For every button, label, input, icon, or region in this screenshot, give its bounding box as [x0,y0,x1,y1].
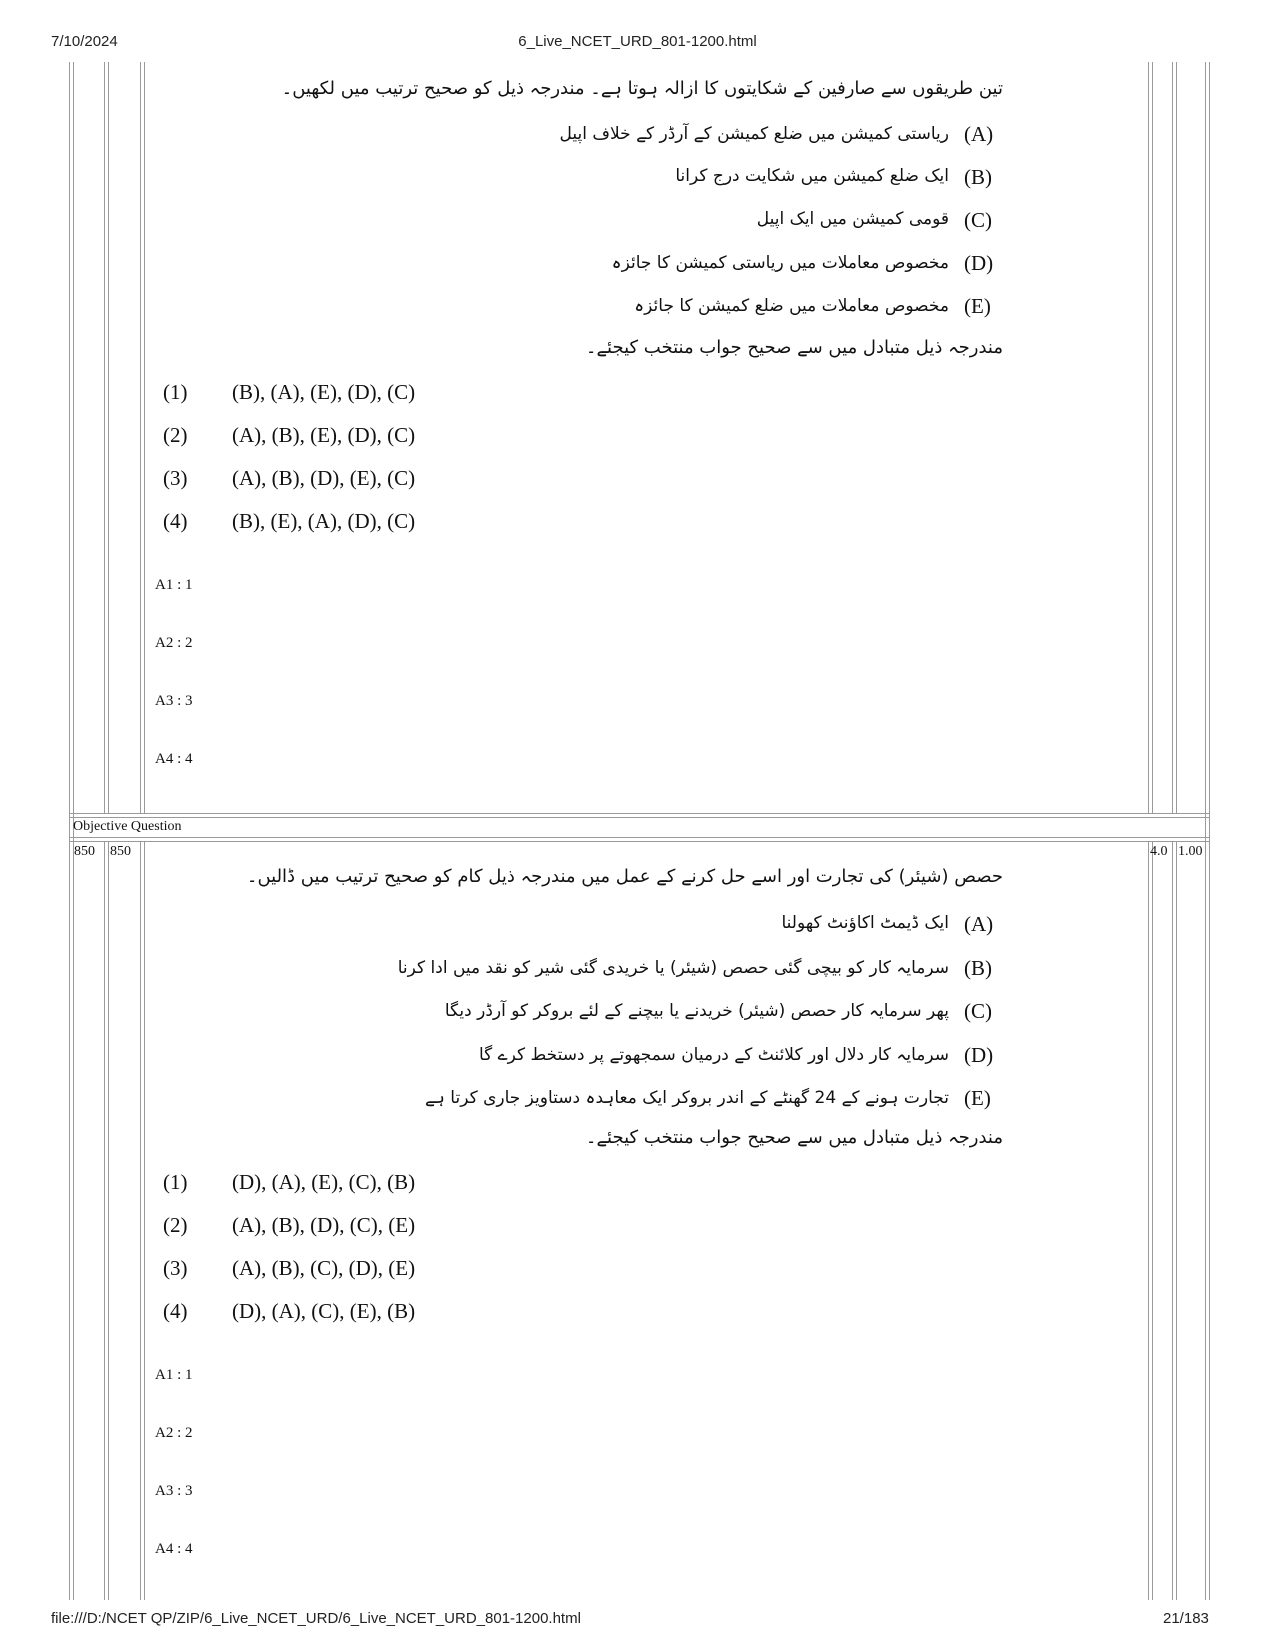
col-divider [140,842,141,1600]
row-divider [69,837,1210,838]
option-text: (A), (B), (D), (C), (E) [232,1213,416,1237]
col-divider [1148,62,1149,814]
col-divider [144,62,145,814]
col-divider [1176,842,1177,1600]
statement-label: (D) [964,1043,994,1067]
print-title: 6_Live_NCET_URD_801-1200.html [518,33,757,50]
print-date: 7/10/2024 [51,33,118,50]
statement-label: (D) [964,251,994,275]
option-number: (2) [163,423,188,447]
question-prompt: تین طریقوں سے صارفین کے شکایتوں کا ازالہ ہوتا ہے۔ مندرجہ ذیل کو صحیح ترتیب میں لکھیں۔ [281,78,1003,99]
option-text: (B), (E), (A), (D), (C) [232,509,416,533]
statement-text: تجارت ہونے کے 24 گھنٹے کے اندر بروکر ایک معاہدہ دستاویز جاری کرتا ہے [424,1088,949,1108]
option-text: (A), (B), (E), (D), (C) [232,423,416,447]
row-divider [69,841,1210,842]
question-instruction: مندرجہ ذیل متبادل میں سے صحیح جواب منتخب کیجئے۔ [585,337,1003,358]
question-marks: 4.0 [1150,844,1168,859]
col-divider [1148,842,1149,1600]
question-prompt: حصص (شیئر) کی تجارت اور اسے حل کرنے کے عمل میں مندرجہ ذیل کام کو صحیح ترتیب میں ڈالیں۔ [246,866,1003,887]
statement-text: سرمایہ کار دلال اور کلائنٹ کے درمیان سمجھوتے پر دستخط کرے گا [478,1045,949,1065]
option-text: (A), (B), (C), (D), (E) [232,1256,416,1280]
page-number: 21/183 [1163,1610,1209,1627]
statement-text: مخصوص معاملات میں ریاستی کمیشن کا جائزہ [611,253,949,273]
answer-key: A4 : 4 [155,1541,193,1557]
col-divider [108,842,109,1600]
option-text: (D), (A), (E), (C), (B) [232,1170,416,1194]
option-number: (1) [163,380,188,404]
option-text: (A), (B), (D), (E), (C) [232,466,416,490]
answer-key: A4 : 4 [155,751,193,767]
col-divider [1152,842,1153,1600]
table-border-right-outer [1209,62,1210,1600]
statement-label: (E) [964,1086,991,1110]
table-border-left [69,62,70,1600]
answer-key: A1 : 1 [155,577,193,593]
col-divider [1172,62,1173,814]
row-divider [69,813,1210,814]
statement-label: (E) [964,294,991,318]
question-type-label: Objective Question [73,819,182,834]
question-instruction: مندرجہ ذیل متبادل میں سے صحیح جواب منتخب کیجئے۔ [585,1127,1003,1148]
statement-text: ایک ضلع کمیشن میں شکایت درج کرانا [675,166,949,186]
statement-label: (C) [964,999,992,1023]
option-number: (3) [163,466,188,490]
statement-text: ایک ڈیمٹ اکاؤنٹ کھولنا [781,913,949,933]
option-number: (2) [163,1213,188,1237]
col-divider [144,842,145,1600]
col-divider [1172,842,1173,1600]
option-number: (4) [163,1299,188,1323]
answer-key: A2 : 2 [155,635,193,651]
row-divider [69,817,1210,818]
col-divider [140,62,141,814]
option-text: (B), (A), (E), (D), (C) [232,380,416,404]
answer-key: A2 : 2 [155,1425,193,1441]
option-number: (1) [163,1170,188,1194]
col-divider [104,842,105,1600]
statement-label: (A) [964,122,994,146]
statement-label: (C) [964,208,992,232]
answer-key: A3 : 3 [155,693,193,709]
statement-text: سرمایہ کار کو بیچی گئی حصص (شیئر) یا خریدی گئی شیر کو نقد میں ادا کرنا [397,958,949,978]
negative-marks: 1.00 [1178,844,1203,859]
option-number: (4) [163,509,188,533]
statement-text: قومی کمیشن میں ایک اپیل [756,209,949,229]
col-divider [104,62,105,814]
col-divider [108,62,109,814]
table-border-right [1205,62,1206,1600]
question-id: 850 [110,844,131,859]
col-divider [1152,62,1153,814]
option-number: (3) [163,1256,188,1280]
statement-label: (B) [964,165,992,189]
statement-text: مخصوص معاملات میں ضلع کمیشن کا جائزہ [634,296,949,316]
print-file-path: file:///D:/NCET QP/ZIP/6_Live_NCET_URD/6_Live_NCET_URD_801-1200.html [51,1610,581,1627]
statement-text: ریاستی کمیشن میں ضلع کمیشن کے آرڈر کے خلاف اپیل [559,124,949,144]
col-divider [1176,62,1177,814]
answer-key: A1 : 1 [155,1367,193,1383]
statement-text: پھر سرمایہ کار حصص (شیئر) خریدنے یا بیچنے کے لئے بروکر کو آرڈر دیگا [444,1001,949,1021]
statement-label: (A) [964,912,994,936]
option-text: (D), (A), (C), (E), (B) [232,1299,416,1323]
statement-label: (B) [964,956,992,980]
answer-key: A3 : 3 [155,1483,193,1499]
question-serial: 850 [74,844,95,859]
